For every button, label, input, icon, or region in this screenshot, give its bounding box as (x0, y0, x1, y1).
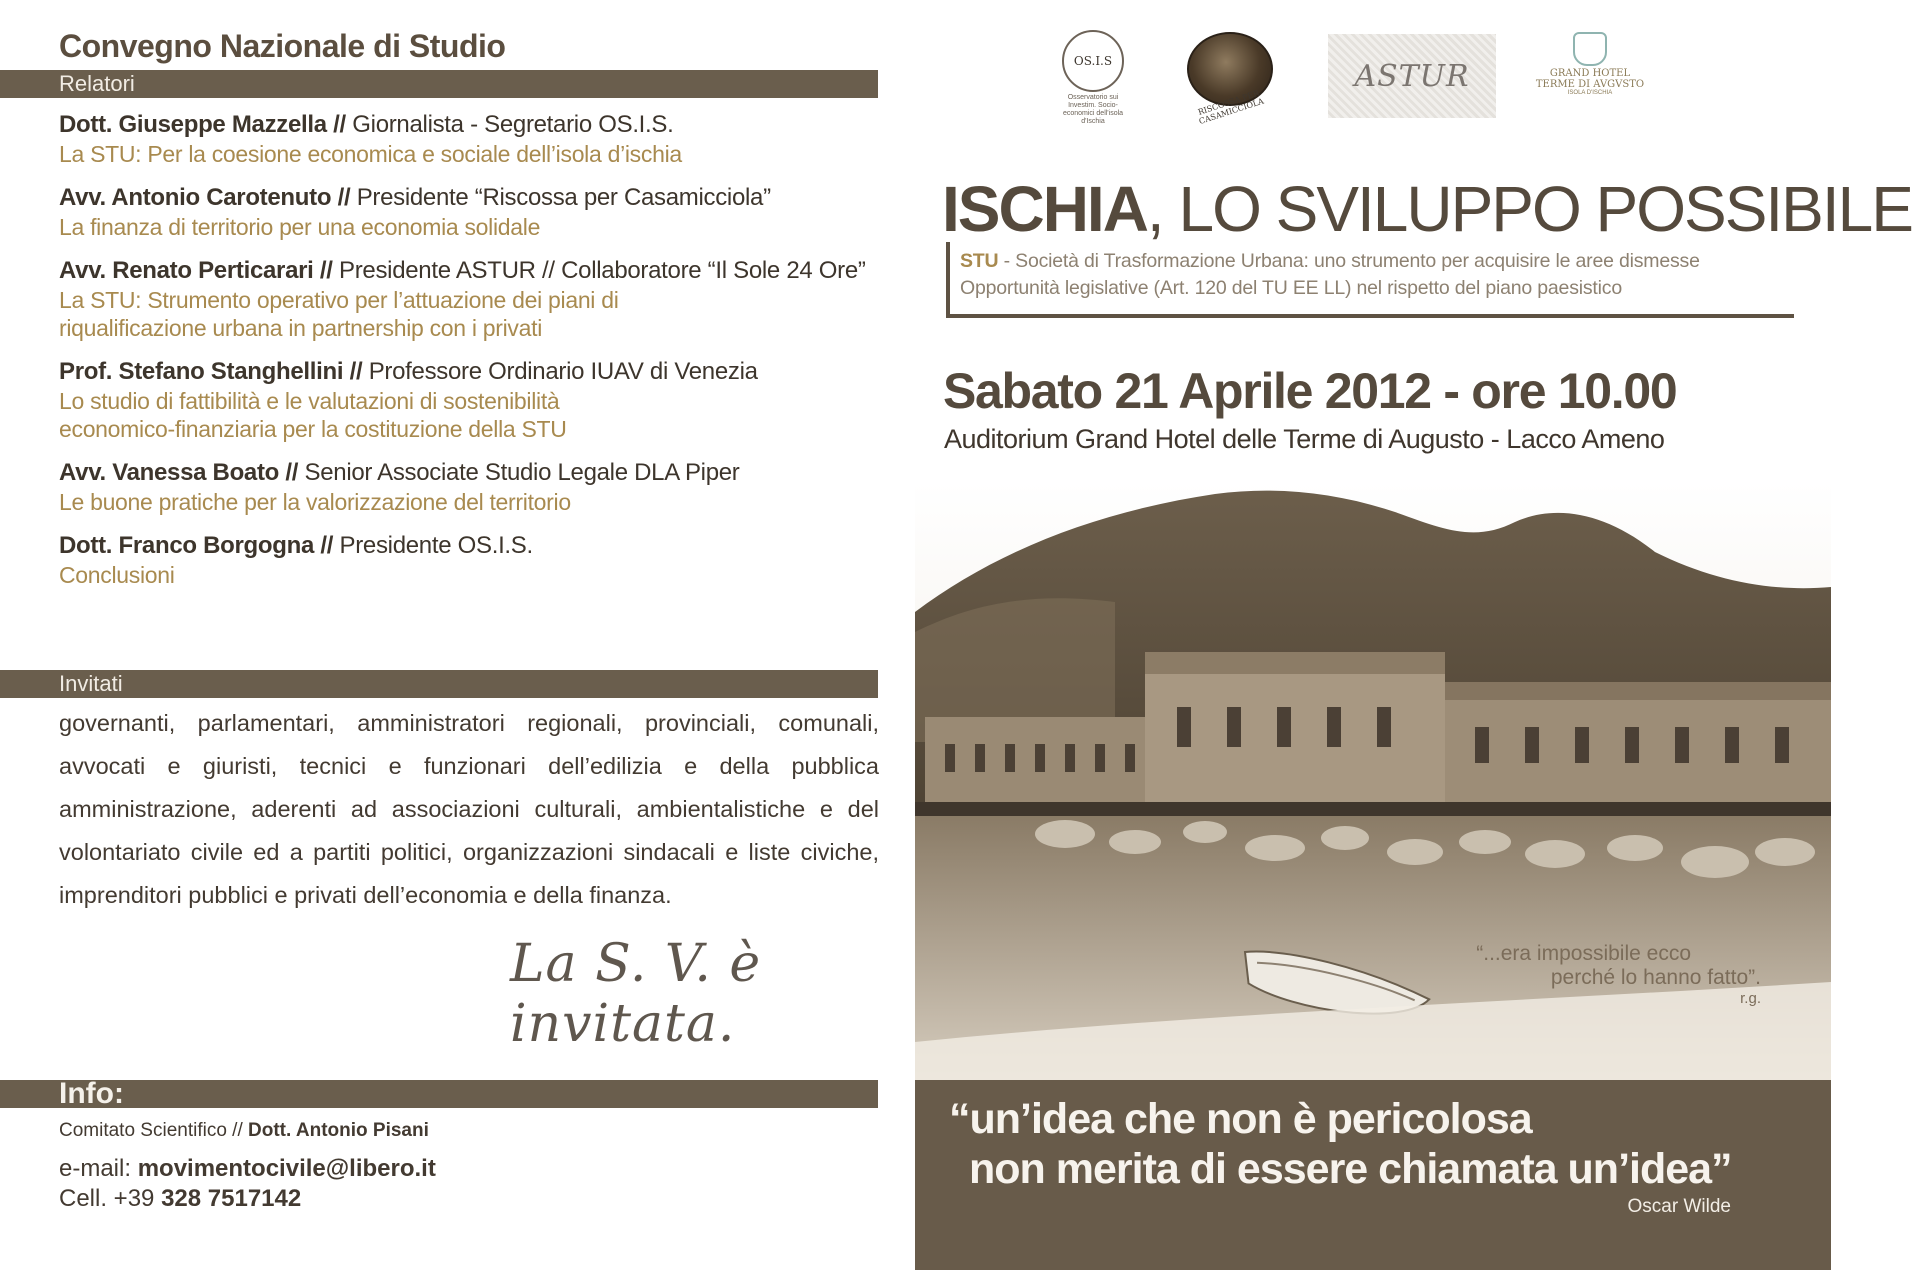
hotel-name-line3: ISOLA D'ISCHIA (1567, 90, 1613, 96)
cell-prefix: Cell. +39 (59, 1185, 162, 1212)
subtitle-stu: STU (960, 250, 999, 272)
grand-hotel-logo (1535, 32, 1645, 127)
hotel-name-line1: GRAND HOTEL (1549, 68, 1631, 79)
speaker-role: Senior Associate Studio Legale DLA Piper (304, 459, 740, 486)
speaker-name: Avv. Vanessa Boato (59, 459, 280, 486)
speaker-talk: Le buone pratiche per la valorizzazione del territorio (59, 489, 571, 515)
speaker-separator: // (331, 184, 357, 211)
speaker-separator: // (343, 358, 369, 385)
quote-author: Oscar Wilde (1627, 1196, 1731, 1217)
event-date: Sabato 21 Aprile 2012 - ore 10.00 (943, 363, 1677, 419)
info-bar (0, 1077, 878, 1110)
logos-row (915, 30, 1831, 130)
subtitle-line-1 (960, 250, 1700, 273)
speaker-item (59, 110, 869, 168)
speaker-role: Professore Ordinario IUAV di Venezia (368, 358, 758, 385)
osis-logo-text: OS.I.S (1073, 54, 1113, 68)
comitato-prefix: Comitato Scientifico // (59, 1120, 249, 1141)
speaker-separator: // (326, 111, 353, 138)
speaker-name: Prof. Stefano Stanghellini (59, 358, 344, 385)
speaker-name: Dott. Franco Borgogna (59, 532, 315, 559)
speaker-item (59, 458, 869, 516)
osis-seal-icon (1062, 30, 1124, 92)
speaker-talk-continued: economico-finanziaria per la costituzione della STU (59, 416, 567, 442)
speaker-role: Presidente ASTUR // Collaboratore “Il Sole 24 Ore” (339, 257, 866, 284)
photo-quote-signature: r.g. (1740, 990, 1761, 1007)
email-prefix: e-mail: (59, 1155, 138, 1182)
comitato-name: Dott. Antonio Pisani (248, 1120, 429, 1141)
subtitle-text-1: - Società di Trasformazione Urbana: uno strumento per acquisire le aree dismesse (998, 250, 1700, 272)
invitati-label: Invitati (59, 671, 123, 696)
hotel-crest-icon (1573, 32, 1607, 66)
left-panel (0, 0, 880, 1270)
speaker-talk: La STU: Strumento operativo per l’attuazione dei piani di (59, 287, 619, 313)
speaker-name: Avv. Antonio Carotenuto (59, 184, 332, 211)
speaker-item (59, 357, 869, 443)
speaker-name: Avv. Renato Perticarari (59, 257, 314, 284)
osis-subtext: Osservatorio sui Investim. Socio-economici dell'isola d'Ischia (1062, 94, 1124, 125)
speaker-talk: La finanza di territorio per una economia solidale (59, 214, 541, 240)
speaker-name: Dott. Giuseppe Mazzella (59, 111, 327, 138)
invitati-text: governanti, parlamentari, amministratori regionali, provinciali, comunali, avvocati e giuristi, tecnici e funzionari dell’edilizia e della pubblica amministrazione, aderenti ad associazioni culturali, ambientalistiche e del volontariato civile ed a partiti politici, organizzazioni sindacali e liste civiche, imprenditori pubblici e privati dell’economia e della finanza. (59, 710, 879, 908)
event-venue: Auditorium Grand Hotel delle Terme di Augusto - Lacco Ameno (944, 424, 1665, 454)
hotel-name-line2: TERME DI AVGVSTO (1535, 79, 1645, 90)
email-link[interactable]: movimentocivile@libero.it (137, 1155, 436, 1182)
invitati-bar (0, 670, 878, 698)
title-rest: , LO SVILUPPO POSSIBILE (1146, 173, 1912, 245)
speaker-role: Giornalista - Segretario OS.I.S. (352, 111, 674, 138)
invitation-signature: La S. V. è invitata. (510, 934, 762, 1054)
title-bold: ISCHIA (942, 173, 1147, 245)
speaker-item (59, 531, 869, 589)
speaker-talk: Conclusioni (59, 562, 175, 588)
photo-quote-line-2: perché lo hanno fatto”. (1550, 966, 1761, 989)
relatori-bar (0, 70, 878, 98)
speaker-talk: La STU: Per la coesione economica e sociale dell’isola d’ischia (59, 141, 682, 167)
quote-band (915, 1080, 1831, 1270)
speaker-separator: // (279, 459, 305, 486)
speakers-list (59, 110, 869, 604)
big-quote-line-2: non merita di essere chiamata un’idea” (969, 1145, 1732, 1193)
cell-line (59, 1184, 436, 1214)
speaker-talk-continued: riqualificazione urbana in partnership con i privati (59, 315, 543, 341)
speaker-separator: // (314, 532, 340, 559)
conference-title: Convegno Nazionale di Studio (59, 28, 506, 64)
riscossa-logo (1177, 32, 1283, 126)
subtitle-line-2: Opportunità legislative (Art. 120 del TU EE LL) nel rispetto del piano paesistico (960, 277, 1622, 299)
right-panel (915, 0, 1912, 1270)
big-quote-line-1: “un’idea che non è pericolosa (949, 1095, 1532, 1143)
photo-quote (1476, 942, 1761, 1007)
info-label: Info: (59, 1077, 124, 1110)
comitato-line (59, 1120, 436, 1142)
riscossa-logo-text: RISCOSSA PER CASAMICCIOLA (1196, 88, 1265, 126)
speaker-separator: // (313, 257, 340, 284)
photo-quote-line-1: “...era impossibile ecco (1476, 942, 1691, 965)
info-block (59, 1120, 436, 1214)
cell-number: 328 7517142 (161, 1185, 302, 1212)
main-title (942, 172, 1912, 246)
osis-logo (1055, 30, 1131, 125)
astur-logo (1328, 34, 1496, 118)
speaker-role: Presidente OS.I.S. (339, 532, 533, 559)
speaker-item (59, 183, 869, 241)
speaker-item (59, 256, 869, 342)
email-line (59, 1154, 436, 1184)
speaker-role: Presidente “Riscossa per Casamicciola” (356, 184, 771, 211)
astur-logo-text: ASTUR (1354, 58, 1470, 94)
relatori-label: Relatori (59, 71, 135, 96)
speaker-talk: Lo studio di fattibilità e le valutazioni di sostenibilità (59, 388, 560, 414)
big-quote (949, 1094, 1732, 1194)
